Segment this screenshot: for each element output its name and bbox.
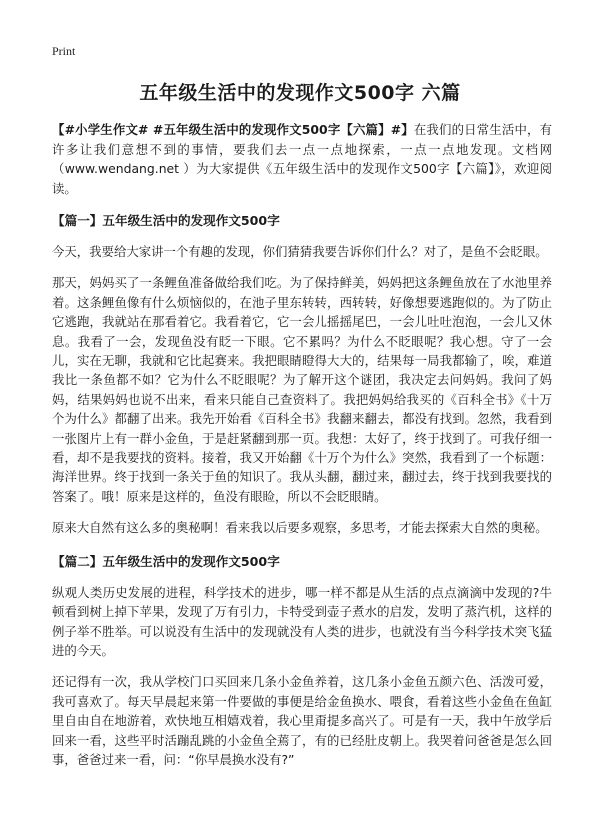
intro-text: 在我们的日常生活中，有许多让我们意想不到的事情，要我们去一点一点地探索，一点一点地发现。文档网（www.wendang.net ）为大家提供《五年级生活中的发现作文500字【六篇】》，欢迎阅读。 xyxy=(52,122,552,196)
section-2-paragraph-1: 纵观人类历史发展的进程，科学技术的进步，哪一样不都是从生活的点点滴滴中发现的?牛顿看到树上掉下苹果，发现了万有引力，卡特受到壶子煮水的启发，发明了蒸汽机，这样的例子举不胜举。可以说没有生活中的发现就没有人类的进步，也就没有当今科学技术突飞猛进的今天。 xyxy=(52,584,552,658)
print-label[interactable]: Print xyxy=(52,44,76,58)
section-1-paragraph-2: 那天，妈妈买了一条鲤鱼准备做给我们吃。为了保持鲜美，妈妈把这条鲤鱼放在了水池里养着。这条鲤鱼像有什么烦恼似的，在池子里东转转，西转转，好像想要逃跑似的。为了防止它逃跑，我就站在那看着它。我看着它，它一会儿摇摇尾巴，一会儿吐吐泡泡，一会儿又休息。我看了一会，发现鱼没有眨一下眼。它不累吗？为什么不眨眼呢？我心想。守了一会儿，实在无聊，我就和它比起赛来。我把眼睛瞪得大大的，结果每一局我都输了，唉，难道我比一条鱼都不如？它为什么不眨眼呢？为了解开这个谜团，我决定去问妈妈。我问了妈妈，结果妈妈也说不出来，看来只能自己查资料了。我把妈妈给我买的《百科全书》《十万个为什么》都翻了出来。我先开始看《百科全书》我翻来翻去，都没有找到。忽然，我看到一张图片上有一群小金鱼，于是赶紧翻到那一页。我想：太好了，终于找到了。可我仔细一看，却不是我要找的资料。接着，我又开始翻《十万个为什么》突然，我看到了一个标题：海洋世界。终于找到一条关于鱼的知识了。我从头翻，翻过来，翻过去，终于找到我要找的答案了。哦！原来是这样的，鱼没有眼睑，所以不会眨眼睛。 xyxy=(52,275,552,504)
section-1-paragraph-1: 今天，我要给大家讲一个有趣的发现，你们猜猜我要告诉你们什么？对了，是鱼不会眨眼。 xyxy=(52,244,548,259)
section-1-heading: 【篇一】五年级生活中的发现作文500字 xyxy=(52,213,280,228)
section-2-paragraph-2: 还记得有一次，我从学校门口买回来几条小金鱼养着，这几条小金鱼五颜六色、活泼可爱，我可喜欢了。每天早晨起来第一件要做的事便是给金鱼换水、喂食，看着这些小金鱼在鱼缸里自由自在地游着，欢快地互相嬉戏着，我心里甭提多高兴了。可是有一天，我中午放学后回来一看，这些平时活蹦乱跳的小金鱼全蔫了，有的已经肚皮朝上。我哭着问爸爸是怎么回事，爸爸过来一看，问：“你早晨换水没有?” xyxy=(52,674,552,767)
intro-paragraph xyxy=(52,120,552,198)
section-2-heading: 【篇二】五年级生活中的发现作文500字 xyxy=(52,553,280,569)
intro-tag: 【#小学生作文# #五年级生活中的发现作文500字【六篇】#】 xyxy=(52,122,414,137)
document-body xyxy=(52,120,552,769)
document-title: 五年级生活中的发现作文500字 六篇 xyxy=(139,82,461,104)
section-1-paragraph-3: 原来大自然有这么多的奥秘啊！看来我以后要多观察，多思考，才能去探索大自然的奥秘。 xyxy=(52,520,548,536)
